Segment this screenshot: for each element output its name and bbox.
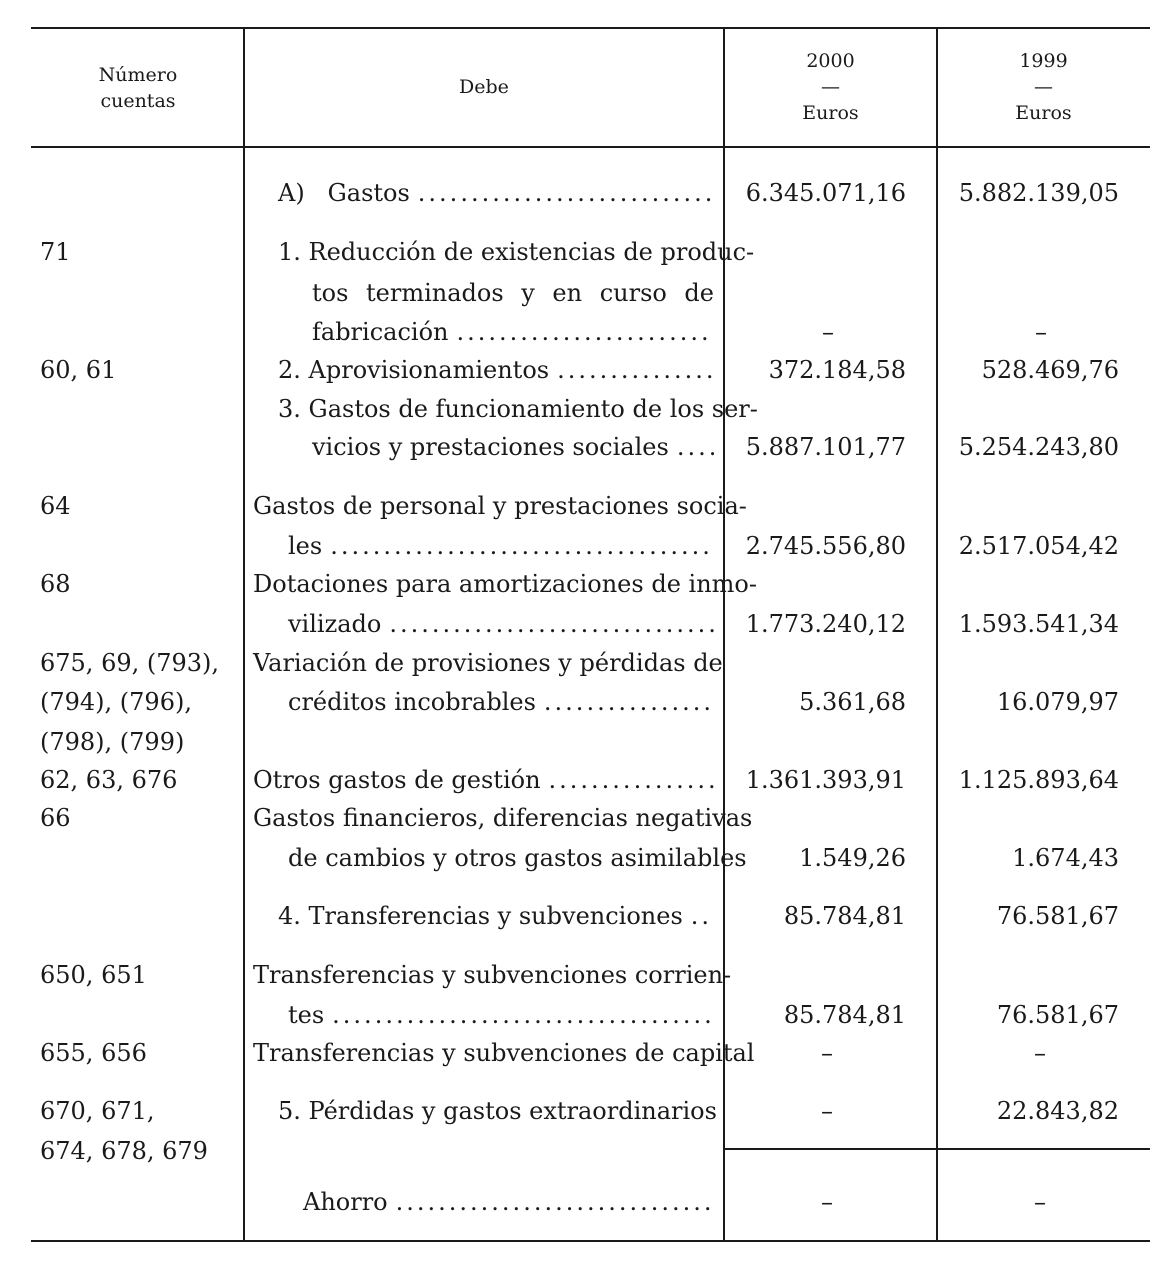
row-account: 71 bbox=[40, 238, 71, 266]
leader-dots bbox=[330, 527, 714, 566]
row-label: fabricación bbox=[312, 318, 449, 346]
row-account: 655, 656 bbox=[40, 1039, 147, 1067]
row-aprov-1999: 528.469,76 bbox=[981, 356, 1119, 384]
row-label: 5. Pérdidas y gastos extraordinarios bbox=[278, 1097, 717, 1125]
row-dotaciones-2000: 1.773.240,12 bbox=[745, 610, 906, 638]
header-year-1999 bbox=[938, 48, 1149, 126]
row-ahorro-2000: – bbox=[821, 1188, 833, 1216]
row-perdidas-2000: – bbox=[821, 1097, 833, 1125]
row-account: 68 bbox=[40, 570, 71, 598]
row-ahorro-1999: – bbox=[1034, 1188, 1046, 1216]
header-year-2000 bbox=[725, 48, 936, 126]
row-label-line: tos terminados y en curso de bbox=[312, 279, 714, 307]
header-currency: Euros bbox=[802, 102, 859, 124]
row-label: Ahorro bbox=[303, 1188, 388, 1216]
row-label-line: Dotaciones para amortizaciones de inmo- bbox=[253, 570, 757, 598]
row-label-line bbox=[288, 527, 714, 566]
row-otros-2000: 1.361.393,91 bbox=[745, 766, 906, 794]
row-personal-1999: 2.517.054,42 bbox=[958, 532, 1119, 560]
row-label-line bbox=[288, 683, 714, 722]
row-label: tes bbox=[288, 1001, 325, 1029]
row-funcionamiento-2000: 5.887.101,77 bbox=[745, 433, 906, 461]
header-separator: — bbox=[821, 76, 840, 98]
row-label: créditos incobrables bbox=[288, 688, 536, 716]
bottom-rule bbox=[31, 1240, 1150, 1242]
leader-dots bbox=[544, 683, 714, 722]
row-label: 2. Aprovisionamientos bbox=[278, 356, 550, 384]
row-label-line: Transferencias y subvenciones corrien- bbox=[253, 961, 732, 989]
header-account-numbers bbox=[33, 62, 243, 114]
row-label: A) Gastos bbox=[278, 179, 410, 207]
row-perdidas-1999: 22.843,82 bbox=[996, 1097, 1119, 1125]
row-provisiones-2000: 5.361,68 bbox=[799, 688, 906, 716]
header-debe bbox=[245, 74, 723, 100]
header-account-line: cuentas bbox=[100, 90, 176, 112]
row-label: les bbox=[288, 532, 323, 560]
row-account: (798), (799) bbox=[40, 728, 185, 756]
row-personal-2000: 2.745.556,80 bbox=[745, 532, 906, 560]
row-account: 60, 61 bbox=[40, 356, 117, 384]
header-year: 2000 bbox=[806, 50, 855, 72]
row-gastos-label bbox=[278, 174, 714, 213]
row-account: 62, 63, 676 bbox=[40, 766, 178, 794]
row-aprov-2000: 372.184,58 bbox=[768, 356, 906, 384]
row-label-line: Gastos financieros, diferencias negativas bbox=[253, 804, 753, 832]
row-label: Otros gastos de gestión bbox=[253, 766, 541, 794]
leader-dots bbox=[557, 351, 714, 390]
row-account: (794), (796), bbox=[40, 688, 192, 716]
row-corrientes-1999: 76.581,67 bbox=[996, 1001, 1119, 1029]
leader-dots bbox=[456, 313, 714, 352]
row-dotaciones-1999: 1.593.541,34 bbox=[958, 610, 1119, 638]
header-account-line: Número bbox=[98, 64, 178, 86]
row-ahorro-label bbox=[303, 1183, 714, 1222]
row-account: 674, 678, 679 bbox=[40, 1137, 208, 1165]
header-debe-label: Debe bbox=[459, 76, 509, 98]
row-label: vilizado bbox=[288, 610, 382, 638]
header-rule bbox=[31, 146, 1150, 148]
row-corrientes-2000: 85.784,81 bbox=[783, 1001, 906, 1029]
leader-dots bbox=[389, 605, 714, 644]
row-label: vicios y prestaciones sociales bbox=[312, 433, 669, 461]
row-label-line bbox=[288, 605, 714, 644]
row-provisiones-1999: 16.079,97 bbox=[996, 688, 1119, 716]
leader-dots bbox=[677, 428, 714, 467]
row-transferencias-2000: 85.784,81 bbox=[783, 902, 906, 930]
row-gastos-2000: 6.345.071,16 bbox=[745, 179, 906, 207]
row-reduccion-1999: – bbox=[1035, 318, 1047, 346]
header-currency: Euros bbox=[1015, 102, 1072, 124]
row-perdidas-label bbox=[278, 1092, 717, 1131]
row-label-line: de cambios y otros gastos asimilables bbox=[288, 844, 747, 872]
row-financieros-2000: 1.549,26 bbox=[799, 844, 906, 872]
header-year: 1999 bbox=[1019, 50, 1068, 72]
leader-dots bbox=[332, 996, 714, 1035]
row-label-line bbox=[312, 313, 714, 352]
row-aprov-label bbox=[278, 351, 714, 390]
row-capital-1999: – bbox=[1034, 1039, 1046, 1067]
leader-dots bbox=[396, 1183, 714, 1222]
leader-dots bbox=[691, 897, 714, 936]
row-label-line bbox=[288, 996, 714, 1035]
leader-dots bbox=[418, 174, 714, 213]
row-account: 670, 671, bbox=[40, 1097, 155, 1125]
row-transferencias-1999: 76.581,67 bbox=[996, 902, 1119, 930]
row-label-line: 1. Reducción de existencias de produc- bbox=[278, 238, 755, 266]
leader-dots bbox=[549, 761, 714, 800]
row-label-line: Variación de provisiones y pérdidas de bbox=[253, 649, 723, 677]
row-label-line: Gastos de personal y prestaciones socia- bbox=[253, 492, 747, 520]
header-separator: — bbox=[1034, 76, 1053, 98]
row-account: 650, 651 bbox=[40, 961, 147, 989]
row-funcionamiento-1999: 5.254.243,80 bbox=[958, 433, 1119, 461]
row-label: 4. Transferencias y subvenciones bbox=[278, 902, 683, 930]
row-label-line: 3. Gastos de funcionamiento de los ser- bbox=[278, 395, 758, 423]
row-reduccion-2000: – bbox=[822, 318, 834, 346]
row-otros-label bbox=[253, 761, 714, 800]
row-otros-1999: 1.125.893,64 bbox=[958, 766, 1119, 794]
row-capital-label: Transferencias y subvenciones de capital bbox=[253, 1039, 755, 1067]
row-gastos-1999: 5.882.139,05 bbox=[958, 179, 1119, 207]
row-account: 675, 69, (793), bbox=[40, 649, 220, 677]
row-account: 66 bbox=[40, 804, 71, 832]
top-rule bbox=[31, 27, 1150, 29]
row-label-line bbox=[312, 428, 714, 467]
column-rule bbox=[243, 27, 245, 1241]
row-account: 64 bbox=[40, 492, 71, 520]
row-financieros-1999: 1.674,43 bbox=[1012, 844, 1119, 872]
row-transferencias-label bbox=[278, 897, 714, 936]
row-capital-2000: – bbox=[821, 1039, 833, 1067]
